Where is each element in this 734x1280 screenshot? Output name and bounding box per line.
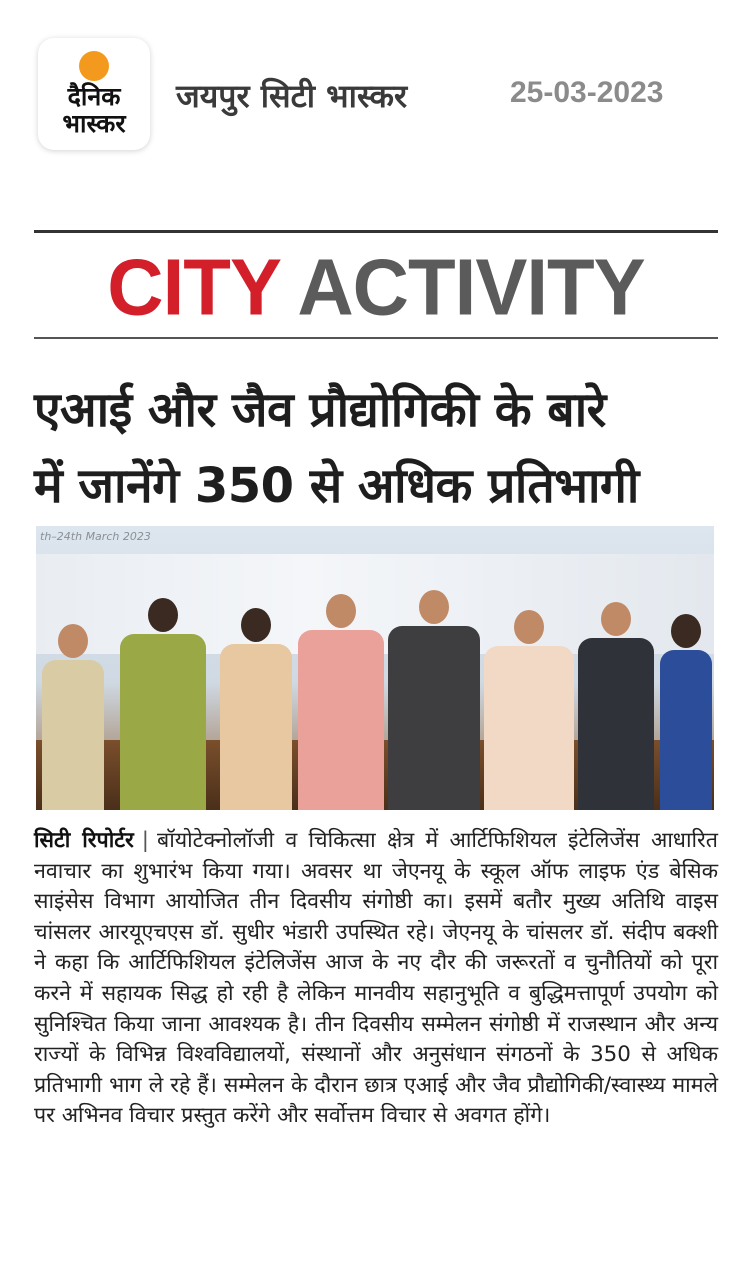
bottom-rule bbox=[34, 337, 718, 339]
person-figure bbox=[42, 624, 104, 810]
person-figure bbox=[484, 610, 574, 810]
headline-line-2: में जानेंगे 350 से अधिक प्रतिभागी bbox=[34, 458, 639, 514]
person-figure bbox=[120, 598, 206, 810]
logo-text-line2: भास्कर bbox=[62, 109, 126, 138]
person-figure bbox=[298, 594, 384, 810]
byline: सिटी रिपोर्टर bbox=[34, 828, 134, 853]
section-heading bbox=[34, 241, 718, 333]
sun-icon bbox=[79, 51, 109, 81]
app-header bbox=[0, 0, 734, 160]
logo-text-line1: दैनिक bbox=[67, 82, 121, 111]
article-text: बॉयोटेक्नोलॉजी व चिकित्सा क्षेत्र में आर्टिफिशियल इंटेलिजेंस आधारित नवाचार का शुभारंभ किया गया। अवसर था जेएनयू के स्कूल ऑफ लाइफ एंड बेसिक साइंसेस विभाग आयोजित तीन दिवसीय संगोष्ठी का। इसमें बतौर मुख्य अतिथि वाइस चांसलर आरयूएचएस डॉ. सुधीर भंडारी उपस्थित रहे। जेएनयू के चांसलर डॉ. संदीप बक्शी ने कहा कि आर्टिफिशियल इंटेलिजेंस आज के नए दौर की जरूरतों व चुनौतियों को पूरा करने में सहायक सिद्ध हो रही है लेकिन मानवीय सहानुभूति व बुद्धिमत्तापूर्ण उपयोग को सुनिश्चित किया जाना आवश्यक है। तीन दिवसीय सम्मेलन संगोष्ठी में राजस्थान और अन्य राज्यों के विभिन्न विश्वविद्यालयों, संस्थानों और अनुसंधान संगठनों के 350 से अधिक प्रतिभागी भाग ले रहे हैं। सम्मेलन के दौरान छात्र एआई और जैव प्रौद्योगिकी/स्वास्थ्य मामले पर अभिनव विचार प्रस्तुत करेंगे और सर्वोत्तम विचार से अवगत होंगे। bbox=[34, 828, 718, 1129]
section-word-activity: ACTIVITY bbox=[297, 242, 645, 332]
person-figure bbox=[578, 602, 654, 810]
newspaper-clipping bbox=[34, 230, 718, 1280]
event-photo bbox=[36, 526, 714, 810]
article-body bbox=[34, 826, 718, 1132]
headline-line-1: एआई और जैव प्रौद्योगिकी के बारे bbox=[34, 382, 606, 438]
top-rule bbox=[34, 230, 718, 233]
edition-date: 25-03-2023 bbox=[510, 76, 664, 109]
person-figure bbox=[388, 590, 480, 810]
person-figure bbox=[660, 614, 712, 810]
person-figure bbox=[220, 608, 292, 810]
photo-banner-date: th–24th March 2023 bbox=[40, 530, 151, 543]
section-word-city: CITY bbox=[107, 242, 280, 332]
byline-separator: | bbox=[141, 828, 149, 853]
dainik-bhaskar-logo[interactable] bbox=[38, 38, 150, 150]
edition-title: जयपुर सिटी भास्कर bbox=[176, 77, 408, 115]
article-headline bbox=[34, 372, 718, 524]
